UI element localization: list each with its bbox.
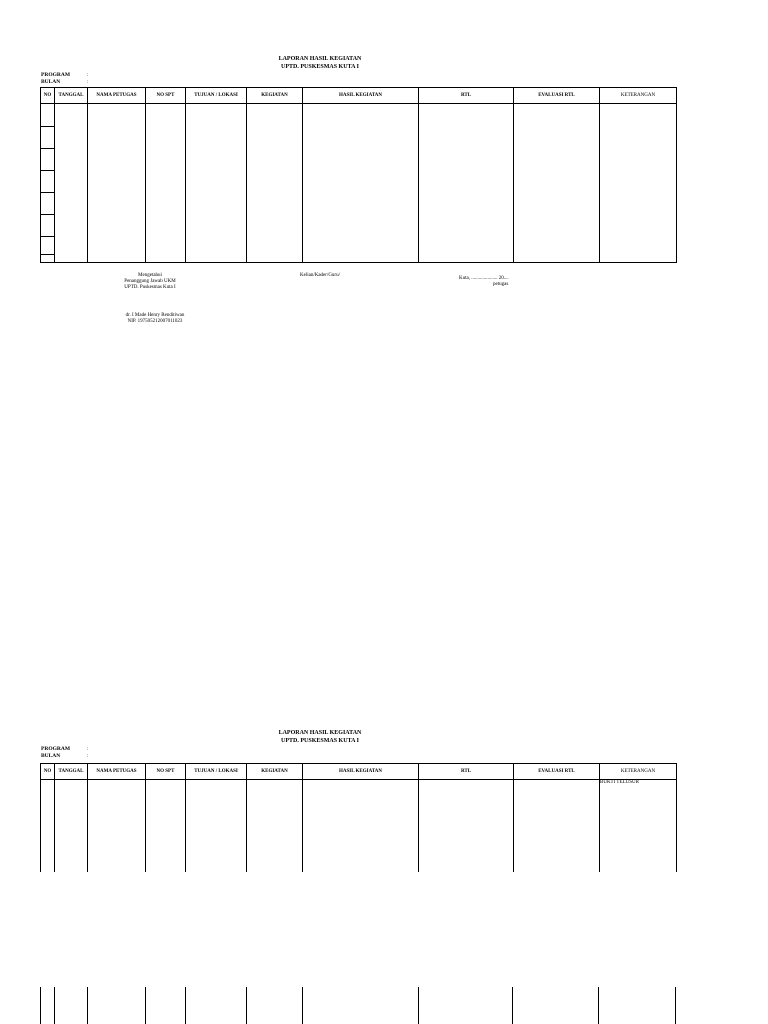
table-cell xyxy=(55,104,88,263)
table-cell xyxy=(41,780,55,872)
table-cell xyxy=(55,780,88,872)
no-column-cell xyxy=(41,104,55,263)
table-cell xyxy=(419,104,514,263)
keterangan-note: BUKTI TELUSUR xyxy=(600,780,639,785)
signature-right-petugas: petugas xyxy=(493,282,509,287)
table-cell xyxy=(186,104,247,263)
col-header-hasil-kegiatan: HASIL KEGIATAN xyxy=(303,764,419,780)
column-line xyxy=(675,987,676,1024)
table-body-row xyxy=(41,104,677,263)
signature-left-name: dr. I Made Henry Renditiwan xyxy=(125,313,185,318)
row-divider xyxy=(41,236,54,237)
col-header-hasil-kegiatan: HASIL KEGIATAN xyxy=(303,88,419,104)
table-cell xyxy=(303,780,419,872)
col-header-no-spt: NO SPT xyxy=(146,764,186,780)
column-line xyxy=(302,987,303,1024)
col-header-tujuan-lokasi: TUJUAN / LOKASI xyxy=(186,764,247,780)
table-cell xyxy=(600,104,677,263)
table-cell xyxy=(88,104,146,263)
column-line xyxy=(145,987,146,1024)
column-line xyxy=(512,987,513,1024)
col-header-rtl: RTL xyxy=(419,88,514,104)
row-divider xyxy=(41,254,54,255)
col-header-no: NO xyxy=(41,88,55,104)
bulan-label: BULAN xyxy=(41,79,61,85)
report-table-1 xyxy=(40,87,677,263)
col-header-evaluasi-rtl: EVALUASI RTL xyxy=(514,88,600,104)
row-divider xyxy=(41,148,54,149)
table-cell xyxy=(146,780,186,872)
table-cell xyxy=(88,780,146,872)
row-divider xyxy=(41,214,54,215)
program-label: PROGRAM xyxy=(41,72,71,78)
bulan-label: BULAN xyxy=(41,753,61,759)
table-header-row xyxy=(41,764,677,780)
column-line xyxy=(185,987,186,1024)
signature-right-date: Kuta, ..................... 20.... xyxy=(459,276,509,281)
col-header-nama-petugas: NAMA PETUGAS xyxy=(88,764,146,780)
table-cell xyxy=(514,780,600,872)
row-divider xyxy=(41,126,54,127)
col-header-no: NO xyxy=(41,764,55,780)
program-label: PROGRAM xyxy=(41,746,71,752)
table-cell xyxy=(247,104,303,263)
signature-left-line3: UPTD. Puskesmas Kuta I xyxy=(124,285,176,290)
col-header-evaluasi-rtl: EVALUASI RTL xyxy=(514,764,600,780)
program-colon: : xyxy=(87,747,89,752)
column-line xyxy=(418,987,419,1024)
report-subtitle: UPTD. PUSKESMAS KUTA I xyxy=(281,64,359,70)
table-cell xyxy=(600,780,677,872)
col-header-tanggal: TANGGAL xyxy=(55,764,88,780)
col-header-tujuan-lokasi: TUJUAN / LOKASI xyxy=(186,88,247,104)
table-cell xyxy=(247,780,303,872)
signature-middle: Kelian/Kader/Guru/ xyxy=(300,273,340,278)
column-line xyxy=(598,987,599,1024)
col-header-no-spt: NO SPT xyxy=(146,88,186,104)
table-header-row xyxy=(41,88,677,104)
column-line xyxy=(40,987,41,1024)
bulan-colon: : xyxy=(87,80,89,85)
signature-left-line2: Penanggung Jawab UKM xyxy=(124,279,176,284)
bulan-colon: : xyxy=(87,754,89,759)
column-line xyxy=(246,987,247,1024)
col-header-keterangan: KETERANGAN xyxy=(600,88,677,104)
report-title: LAPORAN HASIL KEGIATAN xyxy=(278,730,362,736)
col-header-kegiatan: KEGIATAN xyxy=(247,88,303,104)
row-divider xyxy=(41,170,54,171)
col-header-kegiatan: KEGIATAN xyxy=(247,764,303,780)
report-title: LAPORAN HASIL KEGIATAN xyxy=(278,56,362,62)
row-divider xyxy=(41,192,54,193)
col-header-keterangan: KETERANGAN xyxy=(600,764,677,780)
table-body-row xyxy=(41,780,677,872)
report-table-2 xyxy=(40,763,677,872)
table-cell xyxy=(419,780,514,872)
signature-left-line1: Mengetahui xyxy=(138,273,162,278)
table-cell xyxy=(514,104,600,263)
report-subtitle: UPTD. PUSKESMAS KUTA I xyxy=(281,738,359,744)
column-line xyxy=(87,987,88,1024)
col-header-tanggal: TANGGAL xyxy=(55,88,88,104)
signature-left-nip: NIP. 197505212007011023 xyxy=(127,319,183,324)
table-cell xyxy=(186,780,247,872)
table-cell xyxy=(146,104,186,263)
table-cell xyxy=(303,104,419,263)
col-header-nama-petugas: NAMA PETUGAS xyxy=(88,88,146,104)
column-line xyxy=(54,987,55,1024)
program-colon: : xyxy=(87,73,89,78)
col-header-rtl: RTL xyxy=(419,764,514,780)
